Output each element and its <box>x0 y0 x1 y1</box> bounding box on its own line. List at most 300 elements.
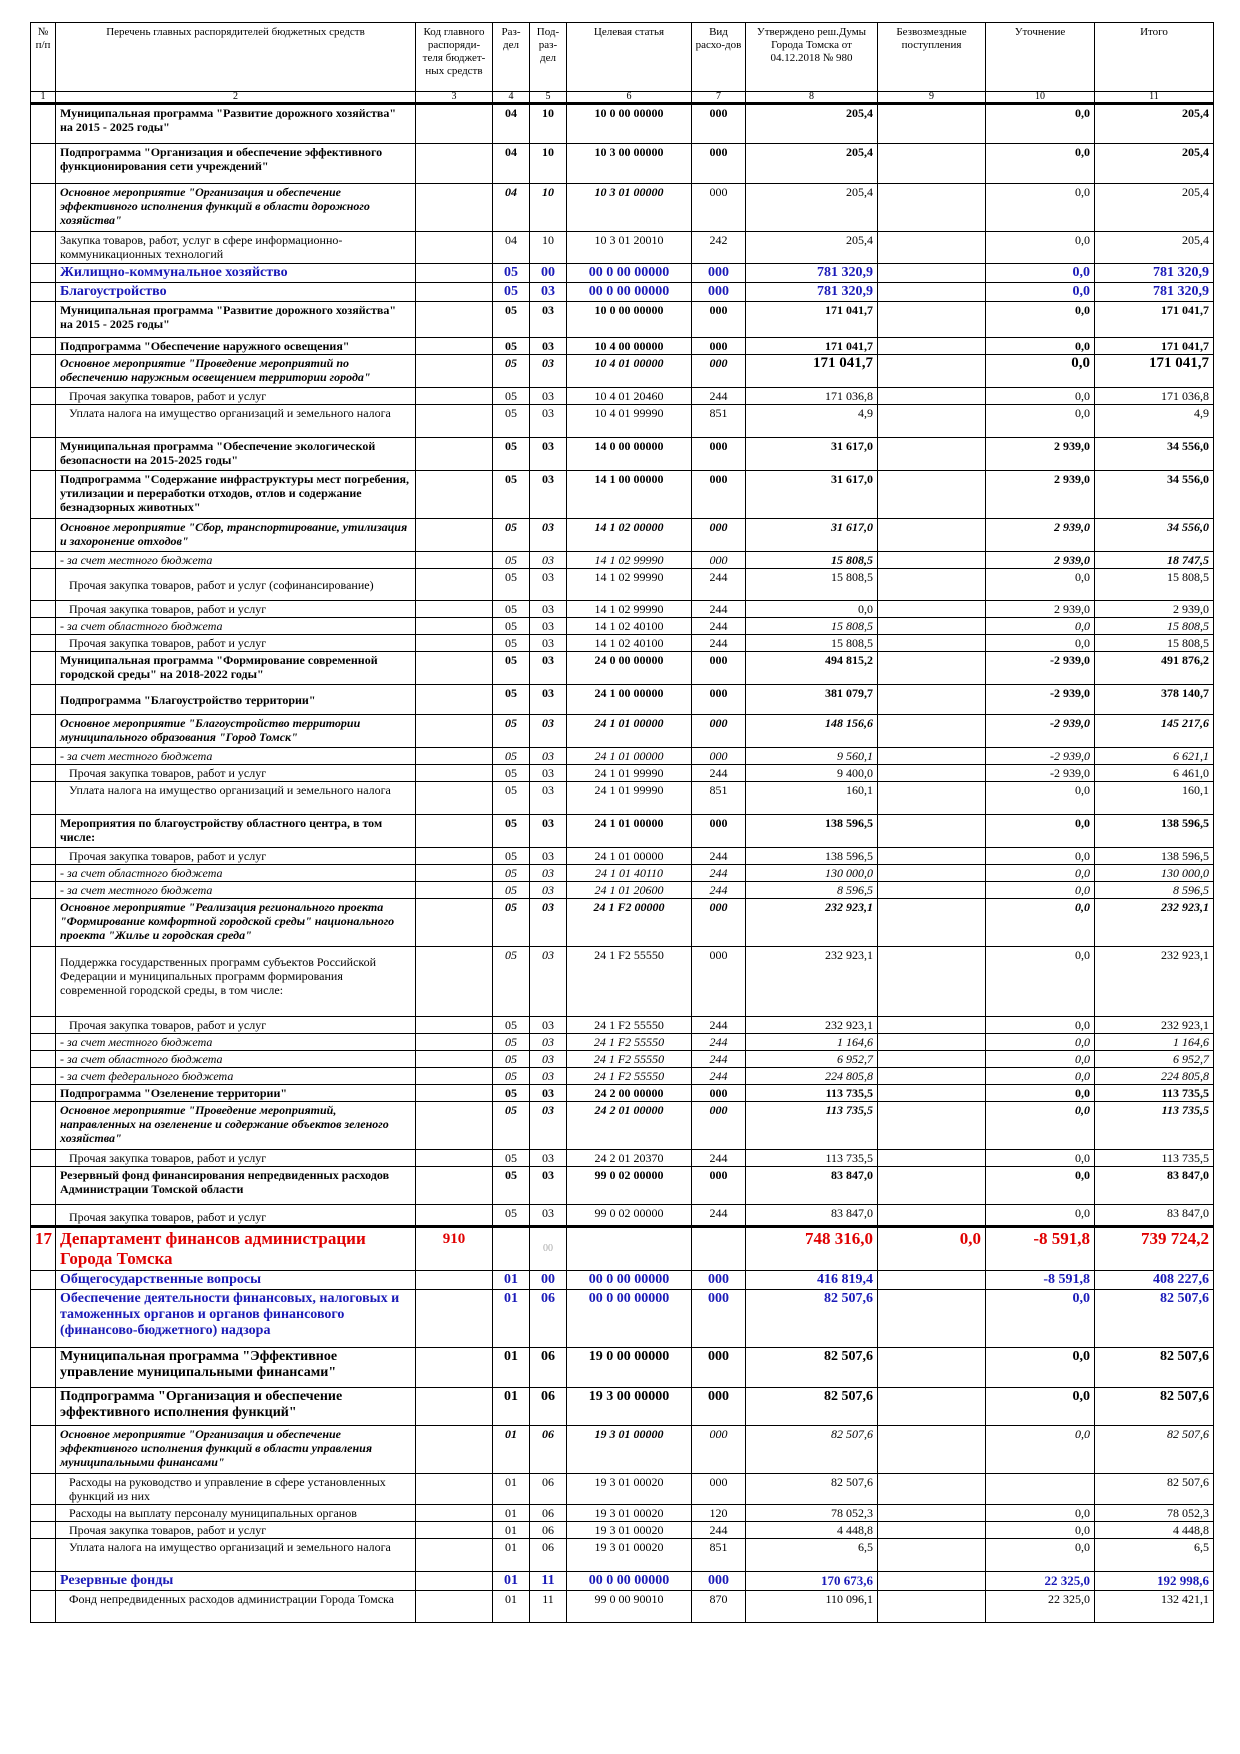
row-gratuitous <box>878 1474 986 1505</box>
row-approved: 31 617,0 <box>746 471 878 519</box>
table-row <box>31 184 1214 232</box>
row-gratuitous <box>878 1017 986 1034</box>
row-razdel: 01 <box>493 1572 530 1591</box>
row-target-article: 24 1 01 99990 <box>567 765 692 782</box>
row-target-article: 10 4 01 20460 <box>567 388 692 405</box>
row-gratuitous <box>878 765 986 782</box>
header-num-1: 1 <box>31 92 56 104</box>
row-podrazdel: 03 <box>530 552 567 569</box>
row-approved: 15 808,5 <box>746 552 878 569</box>
row-adjustment: 0,0 <box>986 1348 1095 1388</box>
row-total: 6 952,7 <box>1095 1051 1214 1068</box>
row-razdel: 01 <box>493 1348 530 1388</box>
row-name: Уплата налога на имущество организаций и земельного налога <box>56 405 416 438</box>
row-razdel: 05 <box>493 899 530 947</box>
row-razdel: 05 <box>493 652 530 685</box>
row-target-article: 14 1 02 99990 <box>567 601 692 618</box>
row-gratuitous <box>878 405 986 438</box>
row-expense-type: 000 <box>692 1290 746 1348</box>
row-admin-code <box>416 652 493 685</box>
row-adjustment: -2 939,0 <box>986 748 1095 765</box>
row-adjustment: 0,0 <box>986 144 1095 184</box>
row-gratuitous <box>878 283 986 302</box>
row-total: 171 036,8 <box>1095 388 1214 405</box>
table-row <box>31 815 1214 848</box>
row-admin-code <box>416 1085 493 1102</box>
row-target-article: 24 1 F2 55550 <box>567 947 692 1017</box>
row-expense-type: 000 <box>692 1167 746 1205</box>
row-podrazdel: 03 <box>530 338 567 355</box>
row-razdel: 05 <box>493 685 530 715</box>
row-approved: 82 507,6 <box>746 1348 878 1388</box>
row-razdel: 05 <box>493 264 530 283</box>
table-row <box>31 388 1214 405</box>
row-name: Основное мероприятие "Благоустройство территории муниципального образования "Город Томск" <box>56 715 416 748</box>
row-podrazdel: 03 <box>530 1167 567 1205</box>
row-gratuitous <box>878 232 986 264</box>
row-name: - за счет областного бюджета <box>56 865 416 882</box>
row-podrazdel: 03 <box>530 1068 567 1085</box>
row-number <box>31 552 56 569</box>
row-total: 160,1 <box>1095 782 1214 815</box>
row-adjustment <box>986 1474 1095 1505</box>
row-number <box>31 947 56 1017</box>
row-razdel: 04 <box>493 184 530 232</box>
row-target-article: 19 3 01 00000 <box>567 1426 692 1474</box>
row-podrazdel: 03 <box>530 815 567 848</box>
row-name: Резервные фонды <box>56 1572 416 1591</box>
row-admin-code <box>416 1290 493 1348</box>
row-target-article: 10 3 01 00000 <box>567 184 692 232</box>
row-podrazdel: 03 <box>530 848 567 865</box>
row-target-article: 99 0 00 90010 <box>567 1591 692 1623</box>
row-expense-type: 000 <box>692 283 746 302</box>
row-expense-type: 000 <box>692 685 746 715</box>
table-row <box>31 882 1214 899</box>
row-admin-code <box>416 618 493 635</box>
row-total: 6,5 <box>1095 1539 1214 1572</box>
row-admin-code <box>416 1426 493 1474</box>
row-total: 232 923,1 <box>1095 947 1214 1017</box>
row-adjustment: 0,0 <box>986 232 1095 264</box>
row-podrazdel: 03 <box>530 1205 567 1227</box>
row-podrazdel: 03 <box>530 782 567 815</box>
row-gratuitous <box>878 815 986 848</box>
row-expense-type: 244 <box>692 1150 746 1167</box>
row-total: 15 808,5 <box>1095 618 1214 635</box>
row-number <box>31 1271 56 1290</box>
row-expense-type: 000 <box>692 302 746 338</box>
row-total: 232 923,1 <box>1095 899 1214 947</box>
row-gratuitous: 0,0 <box>878 1227 986 1271</box>
row-gratuitous <box>878 1150 986 1167</box>
row-razdel: 04 <box>493 144 530 184</box>
row-name: - за счет местного бюджета <box>56 1034 416 1051</box>
row-adjustment: 2 939,0 <box>986 552 1095 569</box>
row-expense-type: 000 <box>692 338 746 355</box>
row-expense-type: 244 <box>692 1017 746 1034</box>
row-number <box>31 184 56 232</box>
header-cell-total: Итого <box>1095 23 1214 92</box>
row-name: Прочая закупка товаров, работ и услуг <box>56 848 416 865</box>
row-adjustment: -2 939,0 <box>986 715 1095 748</box>
row-adjustment: -2 939,0 <box>986 765 1095 782</box>
row-number <box>31 1388 56 1426</box>
row-target-article: 10 4 01 99990 <box>567 405 692 438</box>
row-number <box>31 1167 56 1205</box>
row-podrazdel: 03 <box>530 652 567 685</box>
row-total: 4 448,8 <box>1095 1522 1214 1539</box>
row-number <box>31 338 56 355</box>
row-approved: 160,1 <box>746 782 878 815</box>
table-row <box>31 715 1214 748</box>
table-row <box>31 1426 1214 1474</box>
row-admin-code <box>416 865 493 882</box>
row-podrazdel: 03 <box>530 283 567 302</box>
table-row <box>31 848 1214 865</box>
row-number <box>31 1572 56 1591</box>
row-admin-code <box>416 1474 493 1505</box>
row-expense-type: 000 <box>692 471 746 519</box>
row-number <box>31 1426 56 1474</box>
row-number <box>31 232 56 264</box>
row-target-article: 24 2 00 00000 <box>567 1085 692 1102</box>
row-admin-code <box>416 1572 493 1591</box>
row-podrazdel: 03 <box>530 388 567 405</box>
row-approved: 31 617,0 <box>746 438 878 471</box>
row-podrazdel: 03 <box>530 438 567 471</box>
row-total: 113 735,5 <box>1095 1150 1214 1167</box>
row-expense-type: 000 <box>692 1426 746 1474</box>
row-target-article: 24 1 F2 55550 <box>567 1068 692 1085</box>
row-adjustment: 0,0 <box>986 899 1095 947</box>
row-number <box>31 1539 56 1572</box>
row-name: - за счет местного бюджета <box>56 552 416 569</box>
header-row <box>31 23 1214 92</box>
row-target-article: 24 1 01 00000 <box>567 715 692 748</box>
row-podrazdel: 03 <box>530 635 567 652</box>
row-gratuitous <box>878 438 986 471</box>
row-target-article: 99 0 02 00000 <box>567 1205 692 1227</box>
row-admin-code <box>416 438 493 471</box>
row-razdel: 05 <box>493 1068 530 1085</box>
table-row <box>31 635 1214 652</box>
row-admin-code <box>416 519 493 552</box>
table-row <box>31 1068 1214 1085</box>
row-podrazdel: 03 <box>530 765 567 782</box>
table-row <box>31 1388 1214 1426</box>
row-name: Уплата налога на имущество организаций и земельного налога <box>56 782 416 815</box>
row-total: 82 507,6 <box>1095 1290 1214 1348</box>
row-target-article: 00 0 00 00000 <box>567 1271 692 1290</box>
row-expense-type <box>692 1227 746 1271</box>
row-approved: 8 596,5 <box>746 882 878 899</box>
table-row <box>31 232 1214 264</box>
row-admin-code: 910 <box>416 1227 493 1271</box>
row-approved: 205,4 <box>746 184 878 232</box>
row-adjustment: 2 939,0 <box>986 601 1095 618</box>
row-adjustment: -8 591,8 <box>986 1271 1095 1290</box>
row-name: Подпрограмма "Организация и обеспечение эффективного исполнения функций" <box>56 1388 416 1426</box>
row-gratuitous <box>878 569 986 601</box>
table-row <box>31 899 1214 947</box>
row-approved: 9 400,0 <box>746 765 878 782</box>
row-target-article: 10 4 00 00000 <box>567 338 692 355</box>
row-adjustment: 0,0 <box>986 947 1095 1017</box>
row-gratuitous <box>878 1271 986 1290</box>
row-name: Муниципальная программа "Развитие дорожного хозяйства" на 2015 - 2025 годы" <box>56 104 416 144</box>
row-admin-code <box>416 1539 493 1572</box>
row-target-article: 14 1 02 99990 <box>567 569 692 601</box>
row-approved: 15 808,5 <box>746 569 878 601</box>
row-podrazdel: 03 <box>530 1017 567 1034</box>
table-row <box>31 438 1214 471</box>
row-razdel: 05 <box>493 618 530 635</box>
row-total: 781 320,9 <box>1095 264 1214 283</box>
row-name: Закупка товаров, работ, услуг в сфере информационно-коммуникационных технологий <box>56 232 416 264</box>
row-total: 82 507,6 <box>1095 1474 1214 1505</box>
row-podrazdel: 06 <box>530 1388 567 1426</box>
row-target-article <box>567 1227 692 1271</box>
row-razdel: 04 <box>493 232 530 264</box>
row-approved: 110 096,1 <box>746 1591 878 1623</box>
table-row <box>31 1150 1214 1167</box>
row-total: 171 041,7 <box>1095 338 1214 355</box>
row-name: Прочая закупка товаров, работ и услуг <box>56 1205 416 1227</box>
row-gratuitous <box>878 519 986 552</box>
row-total: 378 140,7 <box>1095 685 1214 715</box>
table-row <box>31 264 1214 283</box>
row-target-article: 24 2 01 00000 <box>567 1102 692 1150</box>
row-number <box>31 652 56 685</box>
header-cell-num: № п/п <box>31 23 56 92</box>
header-cell-approved: Утверждено реш.Думы Города Томска от 04.12.2018 № 980 <box>746 23 878 92</box>
table-row <box>31 1505 1214 1522</box>
row-adjustment: 0,0 <box>986 338 1095 355</box>
row-target-article: 19 3 00 00000 <box>567 1388 692 1426</box>
row-gratuitous <box>878 748 986 765</box>
row-total: 130 000,0 <box>1095 865 1214 882</box>
row-approved: 205,4 <box>746 232 878 264</box>
row-approved: 224 805,8 <box>746 1068 878 1085</box>
table-row <box>31 1522 1214 1539</box>
row-admin-code <box>416 471 493 519</box>
row-gratuitous <box>878 1167 986 1205</box>
row-approved: 148 156,6 <box>746 715 878 748</box>
row-name: Поддержка государственных программ субъектов Российской Федерации и муниципальных программ формирования современной городской среды, в том числе: <box>56 947 416 1017</box>
row-adjustment: 0,0 <box>986 635 1095 652</box>
row-number <box>31 815 56 848</box>
row-total: 4,9 <box>1095 405 1214 438</box>
row-admin-code <box>416 1388 493 1426</box>
row-total: 232 923,1 <box>1095 1017 1214 1034</box>
table-row <box>31 1205 1214 1227</box>
row-approved: 113 735,5 <box>746 1150 878 1167</box>
row-adjustment: 0,0 <box>986 1017 1095 1034</box>
table-row <box>31 569 1214 601</box>
table-row <box>31 104 1214 144</box>
row-number <box>31 899 56 947</box>
row-admin-code <box>416 1034 493 1051</box>
row-total: 205,4 <box>1095 232 1214 264</box>
row-admin-code <box>416 144 493 184</box>
row-admin-code <box>416 232 493 264</box>
row-adjustment: 0,0 <box>986 618 1095 635</box>
row-target-article: 19 3 01 00020 <box>567 1539 692 1572</box>
table-row <box>31 1572 1214 1591</box>
row-gratuitous <box>878 715 986 748</box>
row-name: Обеспечение деятельности финансовых, налоговых и таможенных органов и органов финансового (финансово-бюджетного) надзора <box>56 1290 416 1348</box>
row-admin-code <box>416 782 493 815</box>
row-name: Прочая закупка товаров, работ и услуг <box>56 765 416 782</box>
table-row <box>31 471 1214 519</box>
row-admin-code <box>416 1591 493 1623</box>
table-row <box>31 1102 1214 1150</box>
row-target-article: 00 0 00 00000 <box>567 264 692 283</box>
row-target-article: 19 0 00 00000 <box>567 1348 692 1388</box>
row-razdel: 01 <box>493 1474 530 1505</box>
header-num-11: 11 <box>1095 92 1214 104</box>
row-expense-type: 000 <box>692 264 746 283</box>
row-adjustment: 0,0 <box>986 1150 1095 1167</box>
row-gratuitous <box>878 1085 986 1102</box>
row-expense-type: 000 <box>692 552 746 569</box>
row-adjustment: 0,0 <box>986 1205 1095 1227</box>
row-adjustment: 0,0 <box>986 405 1095 438</box>
row-gratuitous <box>878 865 986 882</box>
row-razdel: 01 <box>493 1426 530 1474</box>
row-admin-code <box>416 748 493 765</box>
table-row <box>31 1227 1214 1271</box>
row-admin-code <box>416 1017 493 1034</box>
row-podrazdel: 10 <box>530 144 567 184</box>
row-name: Основное мероприятие "Проведение мероприятий, направленных на озеленение и содержание объектов зеленого хозяйства" <box>56 1102 416 1150</box>
table-row <box>31 765 1214 782</box>
row-approved: 9 560,1 <box>746 748 878 765</box>
row-gratuitous <box>878 899 986 947</box>
row-name: Подпрограмма "Озеленение территории" <box>56 1085 416 1102</box>
row-name: Основное мероприятие "Организация и обеспечение эффективного исполнения функций в области управления муниципальными финансами" <box>56 1426 416 1474</box>
row-name: Расходы на выплату персоналу муниципальных органов <box>56 1505 416 1522</box>
row-expense-type: 000 <box>692 652 746 685</box>
row-name: Основное мероприятие "Реализация регионального проекта "Формирование комфортной городской среды" национального проекта "Жилье и городская среда" <box>56 899 416 947</box>
row-admin-code <box>416 264 493 283</box>
header-num-4: 4 <box>493 92 530 104</box>
table-row <box>31 283 1214 302</box>
row-admin-code <box>416 1167 493 1205</box>
row-expense-type: 000 <box>692 947 746 1017</box>
table-row <box>31 1034 1214 1051</box>
row-gratuitous <box>878 1034 986 1051</box>
row-approved: 381 079,7 <box>746 685 878 715</box>
row-total: 145 217,6 <box>1095 715 1214 748</box>
row-approved: 171 041,7 <box>746 338 878 355</box>
row-gratuitous <box>878 1505 986 1522</box>
row-total: 781 320,9 <box>1095 283 1214 302</box>
row-adjustment: 0,0 <box>986 388 1095 405</box>
row-approved: 82 507,6 <box>746 1388 878 1426</box>
row-admin-code <box>416 184 493 232</box>
row-adjustment: 0,0 <box>986 882 1095 899</box>
row-number <box>31 635 56 652</box>
row-gratuitous <box>878 601 986 618</box>
row-gratuitous <box>878 184 986 232</box>
row-number <box>31 302 56 338</box>
row-adjustment: 0,0 <box>986 848 1095 865</box>
row-approved: 170 673,6 <box>746 1572 878 1591</box>
row-razdel: 01 <box>493 1539 530 1572</box>
row-number <box>31 1205 56 1227</box>
table-row <box>31 1017 1214 1034</box>
row-adjustment: 2 939,0 <box>986 519 1095 552</box>
row-podrazdel: 00 <box>530 1227 567 1271</box>
row-name: - за счет областного бюджета <box>56 1051 416 1068</box>
row-number <box>31 848 56 865</box>
row-expense-type: 244 <box>692 388 746 405</box>
row-gratuitous <box>878 338 986 355</box>
row-admin-code <box>416 388 493 405</box>
row-target-article: 00 0 00 00000 <box>567 1572 692 1591</box>
row-target-article: 14 0 00 00000 <box>567 438 692 471</box>
table-row <box>31 618 1214 635</box>
header-cell-code: Код главного распоряди-теля бюджет-ных средств <box>416 23 493 92</box>
row-number <box>31 685 56 715</box>
row-adjustment: 0,0 <box>986 1426 1095 1474</box>
row-expense-type: 851 <box>692 405 746 438</box>
row-admin-code <box>416 947 493 1017</box>
row-expense-type: 244 <box>692 882 746 899</box>
row-adjustment: 0,0 <box>986 355 1095 388</box>
row-razdel: 05 <box>493 405 530 438</box>
row-adjustment: 0,0 <box>986 264 1095 283</box>
row-name: Прочая закупка товаров, работ и услуг (софинансирование) <box>56 569 416 601</box>
table-row <box>31 144 1214 184</box>
row-adjustment: -2 939,0 <box>986 685 1095 715</box>
row-razdel: 05 <box>493 1017 530 1034</box>
row-gratuitous <box>878 1051 986 1068</box>
row-total: 1 164,6 <box>1095 1034 1214 1051</box>
row-admin-code <box>416 1150 493 1167</box>
row-total: 34 556,0 <box>1095 471 1214 519</box>
table-row <box>31 1591 1214 1623</box>
row-podrazdel: 03 <box>530 1150 567 1167</box>
row-expense-type: 000 <box>692 1388 746 1426</box>
row-target-article: 99 0 02 00000 <box>567 1167 692 1205</box>
row-target-article: 24 2 01 20370 <box>567 1150 692 1167</box>
row-approved: 171 041,7 <box>746 355 878 388</box>
row-gratuitous <box>878 1539 986 1572</box>
row-total: 15 808,5 <box>1095 635 1214 652</box>
row-razdel: 01 <box>493 1591 530 1623</box>
table-row <box>31 685 1214 715</box>
row-gratuitous <box>878 947 986 1017</box>
row-podrazdel: 06 <box>530 1348 567 1388</box>
row-razdel: 01 <box>493 1388 530 1426</box>
row-adjustment: 0,0 <box>986 815 1095 848</box>
header-cell-name: Перечень главных распорядителей бюджетных средств <box>56 23 416 92</box>
row-admin-code <box>416 355 493 388</box>
row-podrazdel: 03 <box>530 355 567 388</box>
row-podrazdel: 03 <box>530 405 567 438</box>
row-target-article: 24 1 F2 55550 <box>567 1051 692 1068</box>
row-number <box>31 1474 56 1505</box>
row-name: Муниципальная программа "Обеспечение экологической безопасности на 2015-2025 годы" <box>56 438 416 471</box>
row-admin-code <box>416 405 493 438</box>
row-gratuitous <box>878 618 986 635</box>
row-name: Муниципальная программа "Эффективное управление муниципальными финансами" <box>56 1348 416 1388</box>
table-row <box>31 865 1214 882</box>
row-gratuitous <box>878 264 986 283</box>
